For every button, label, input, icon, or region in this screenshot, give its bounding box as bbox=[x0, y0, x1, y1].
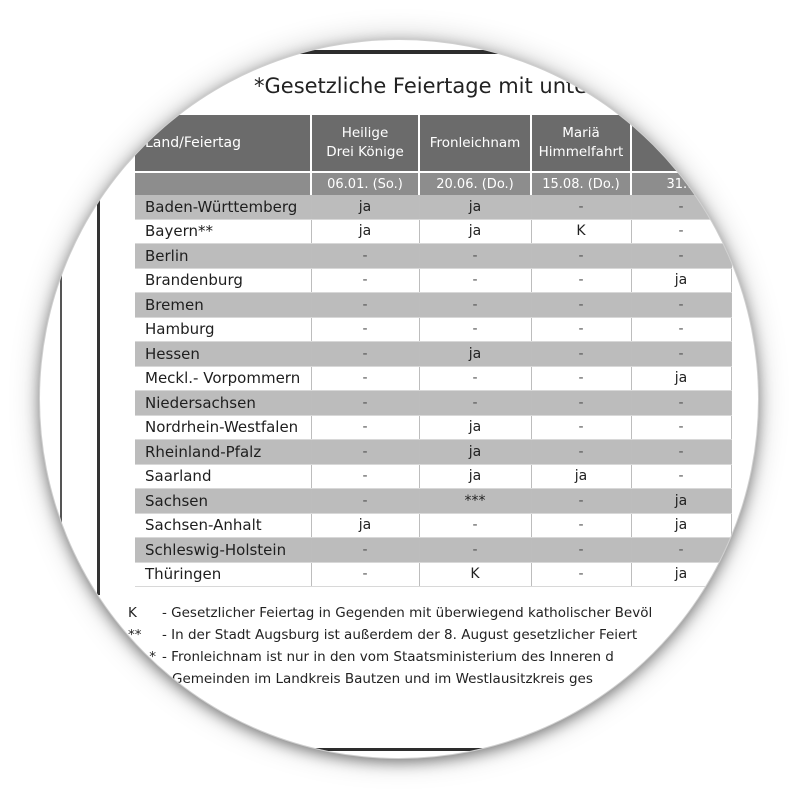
header-fronleichnam bbox=[419, 115, 531, 172]
page-title: *Gesetzliche Feiertage mit unter bbox=[254, 74, 596, 98]
table-row bbox=[135, 195, 731, 219]
holiday-value-cell: ja bbox=[419, 464, 531, 489]
holiday-value-cell: - bbox=[531, 268, 631, 293]
table-dates-row bbox=[135, 172, 731, 195]
holiday-value-cell: - bbox=[311, 415, 419, 440]
footnote-double-star bbox=[128, 624, 652, 646]
holiday-value-cell: - bbox=[311, 562, 419, 587]
holiday-value-cell: - bbox=[531, 489, 631, 514]
document-frame-top bbox=[80, 50, 758, 54]
footnote-text: - Gesetzlicher Feiertag in Gegenden mit überwiegend katholischer Bevöl bbox=[162, 605, 653, 621]
holiday-value-cell: - bbox=[531, 513, 631, 538]
holiday-value-cell: - bbox=[531, 293, 631, 318]
state-name-cell: Sachsen bbox=[135, 489, 311, 514]
holiday-value-cell: - bbox=[531, 440, 631, 465]
holiday-value-cell: ja bbox=[531, 464, 631, 489]
header-line: Mariä bbox=[562, 125, 600, 141]
holiday-value-cell: - bbox=[631, 195, 731, 219]
holiday-value-cell: - bbox=[419, 513, 531, 538]
date-cell: 15.08. (Do.) bbox=[531, 172, 631, 195]
header-state-column: Land/Feiertag bbox=[135, 115, 311, 172]
footnote-text: - Fronleichnam ist nur in den vom Staatsministerium des Inneren d bbox=[162, 649, 614, 665]
table-row bbox=[135, 391, 731, 416]
holiday-value-cell: - bbox=[631, 244, 731, 269]
holiday-value-cell: - bbox=[631, 293, 731, 318]
holiday-value-cell: ja bbox=[631, 366, 731, 391]
holiday-value-cell: - bbox=[631, 415, 731, 440]
holiday-value-cell: - bbox=[631, 317, 731, 342]
holiday-value-cell: - bbox=[631, 464, 731, 489]
header-line: Heilige bbox=[341, 125, 389, 141]
footnote-triple-star bbox=[128, 646, 652, 668]
header-line: Drei Könige bbox=[326, 144, 404, 160]
document-frame-bottom bbox=[80, 748, 758, 751]
holiday-value-cell: - bbox=[531, 342, 631, 367]
holiday-value-cell: K bbox=[531, 219, 631, 244]
holiday-value-cell: ja bbox=[311, 219, 419, 244]
holiday-value-cell: - bbox=[311, 317, 419, 342]
holiday-value-cell: - bbox=[531, 415, 631, 440]
state-name-cell: Berlin bbox=[135, 244, 311, 269]
header-line: Himmelfahrt bbox=[538, 144, 624, 160]
holiday-value-cell: ja bbox=[419, 440, 531, 465]
footnote-mark: ** bbox=[128, 627, 142, 643]
state-name-cell: Hessen bbox=[135, 342, 311, 367]
footnotes bbox=[128, 602, 652, 690]
table-row bbox=[135, 464, 731, 489]
holiday-value-cell: ja bbox=[311, 195, 419, 219]
state-name-cell: Nordrhein-Westfalen bbox=[135, 415, 311, 440]
table-row bbox=[135, 513, 731, 538]
footnote-continuation bbox=[128, 668, 652, 690]
holiday-value-cell: *** bbox=[419, 489, 531, 514]
holiday-value-cell: - bbox=[531, 366, 631, 391]
header-heilige-drei-koenige bbox=[311, 115, 419, 172]
footnote-mark: K bbox=[128, 605, 137, 621]
holiday-table bbox=[135, 115, 732, 587]
document-frame-left bbox=[97, 195, 100, 595]
holiday-value-cell: ja bbox=[631, 268, 731, 293]
holiday-value-cell: - bbox=[631, 538, 731, 563]
holiday-value-cell: - bbox=[311, 440, 419, 465]
table-row bbox=[135, 219, 731, 244]
date-cell: 06.01. (So.) bbox=[311, 172, 419, 195]
holiday-value-cell: ja bbox=[311, 513, 419, 538]
holiday-value-cell: - bbox=[419, 293, 531, 318]
table-row bbox=[135, 268, 731, 293]
table-row bbox=[135, 366, 731, 391]
state-name-cell: Sachsen-Anhalt bbox=[135, 513, 311, 538]
holiday-value-cell: - bbox=[311, 464, 419, 489]
holiday-value-cell: - bbox=[631, 440, 731, 465]
table-row bbox=[135, 293, 731, 318]
holiday-value-cell: - bbox=[311, 538, 419, 563]
header-line: Fronleichnam bbox=[429, 134, 521, 151]
table-row bbox=[135, 342, 731, 367]
holiday-value-cell: ja bbox=[419, 342, 531, 367]
holiday-value-cell: - bbox=[311, 391, 419, 416]
document-frame-left-outer bbox=[60, 140, 62, 620]
table-row bbox=[135, 440, 731, 465]
magnifier-lens bbox=[40, 40, 758, 758]
holiday-value-cell: - bbox=[419, 244, 531, 269]
holiday-value-cell: - bbox=[311, 366, 419, 391]
holiday-value-cell: - bbox=[531, 244, 631, 269]
holiday-value-cell: - bbox=[531, 391, 631, 416]
holiday-value-cell: ja bbox=[631, 489, 731, 514]
state-name-cell: Bremen bbox=[135, 293, 311, 318]
holiday-value-cell: ja bbox=[631, 562, 731, 587]
table-row bbox=[135, 244, 731, 269]
holiday-value-cell: ja bbox=[419, 195, 531, 219]
date-cell: 31.1 bbox=[631, 172, 731, 195]
holiday-value-cell: - bbox=[419, 538, 531, 563]
state-name-cell: Saarland bbox=[135, 464, 311, 489]
header-column-4 bbox=[631, 115, 731, 172]
holiday-value-cell: - bbox=[631, 342, 731, 367]
table-row bbox=[135, 415, 731, 440]
table-row bbox=[135, 562, 731, 587]
state-name-cell: Hamburg bbox=[135, 317, 311, 342]
holiday-value-cell: - bbox=[311, 268, 419, 293]
table-row bbox=[135, 538, 731, 563]
table-header-row bbox=[135, 115, 731, 172]
holiday-value-cell: - bbox=[419, 366, 531, 391]
date-cell-empty bbox=[135, 172, 311, 195]
state-name-cell: Bayern** bbox=[135, 219, 311, 244]
state-name-cell: Meckl.- Vorpommern bbox=[135, 366, 311, 391]
footnote-text: - In der Stadt Augsburg ist außerdem der 8. August gesetzlicher Feiert bbox=[162, 627, 638, 643]
state-name-cell: Schleswig-Holstein bbox=[135, 538, 311, 563]
holiday-value-cell: - bbox=[631, 219, 731, 244]
holiday-value-cell: ja bbox=[419, 415, 531, 440]
holiday-value-cell: - bbox=[311, 293, 419, 318]
holiday-value-cell: - bbox=[419, 268, 531, 293]
holiday-value-cell: K bbox=[419, 562, 531, 587]
holiday-value-cell: - bbox=[531, 195, 631, 219]
holiday-value-cell: - bbox=[419, 317, 531, 342]
date-cell: 20.06. (Do.) bbox=[419, 172, 531, 195]
header-mariae-himmelfahrt bbox=[531, 115, 631, 172]
holiday-value-cell: - bbox=[311, 342, 419, 367]
state-name-cell: Brandenburg bbox=[135, 268, 311, 293]
footnote-text: Gemeinden im Landkreis Bautzen und im Westlausitzkreis ges bbox=[172, 671, 593, 687]
holiday-value-cell: - bbox=[311, 489, 419, 514]
holiday-value-cell: - bbox=[419, 391, 531, 416]
footnote-k bbox=[128, 602, 652, 624]
table-row bbox=[135, 489, 731, 514]
holiday-value-cell: ja bbox=[419, 219, 531, 244]
state-name-cell: Niedersachsen bbox=[135, 391, 311, 416]
holiday-value-cell: - bbox=[531, 562, 631, 587]
holiday-value-cell: - bbox=[531, 317, 631, 342]
holiday-value-cell: - bbox=[531, 538, 631, 563]
state-name-cell: Baden-Württemberg bbox=[135, 195, 311, 219]
state-name-cell: Rheinland-Pfalz bbox=[135, 440, 311, 465]
holiday-value-cell: ja bbox=[631, 513, 731, 538]
state-name-cell: Thüringen bbox=[135, 562, 311, 587]
table-row bbox=[135, 317, 731, 342]
footnote-mark: * bbox=[149, 649, 156, 665]
holiday-value-cell: - bbox=[311, 244, 419, 269]
holiday-value-cell: - bbox=[631, 391, 731, 416]
